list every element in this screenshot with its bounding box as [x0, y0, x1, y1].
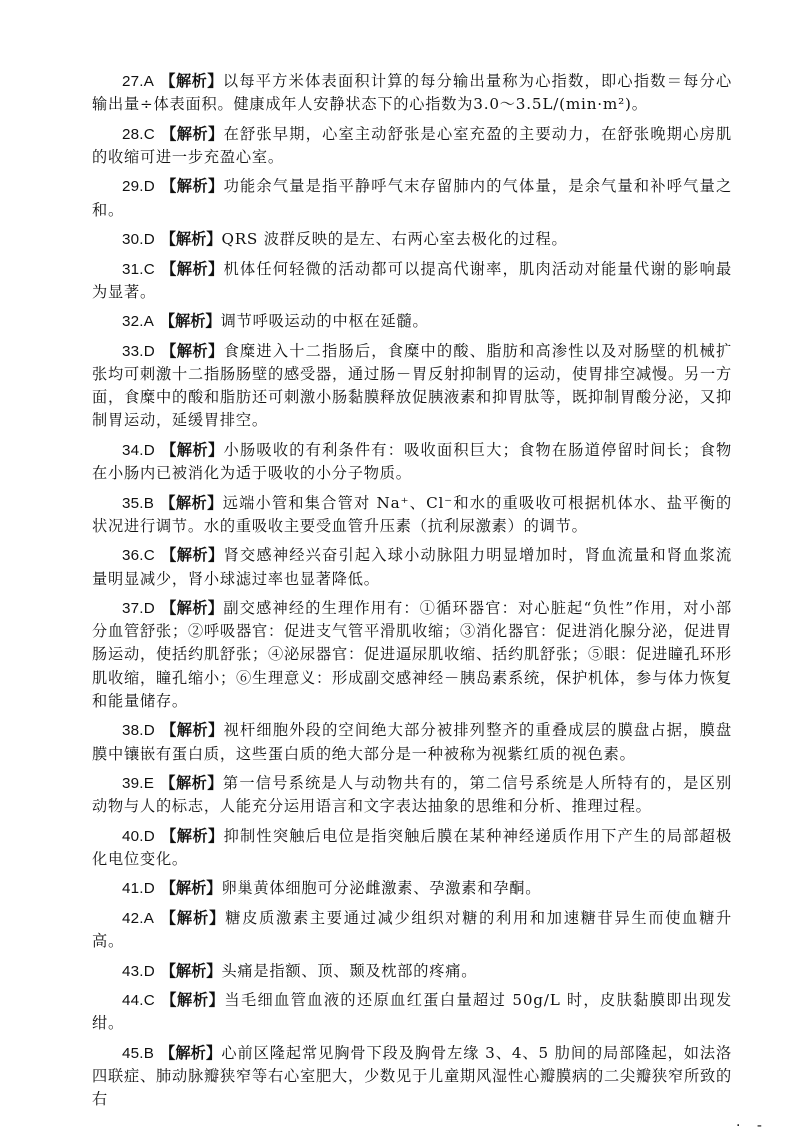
page-corner-mark: · -	[736, 1118, 768, 1134]
explanation-text: 视杆细胞外段的空间绝大部分被排列整齐的重叠成层的膜盘占据，膜盘膜中镶嵌有蛋白质，这些蛋白质的绝大部分是一种被称为视紫红质的视色素。	[92, 721, 732, 763]
analysis-tag: 【解析】	[160, 826, 224, 845]
analysis-tag: 【解析】	[159, 908, 226, 927]
answer-explanations	[92, 70, 732, 1118]
analysis-tag: 【解析】	[160, 961, 222, 980]
explanation-text: 肾交感神经兴奋引起入球小动脉阻力明显增加时，肾血流量和肾血浆流量明显减少，肾小球滤过率也显著降低。	[92, 546, 732, 588]
list-item: 36.C 【解析】肾交感神经兴奋引起入球小动脉阻力明显增加时，肾血流量和肾血浆流量明显减少，肾小球滤过率也显著降低。	[92, 546, 732, 588]
list-item: 45.B 【解析】心前区隆起常见胸骨下段及胸骨左缘 3、4、5 肋间的局部隆起，如法洛四联症、肺动脉瓣狭窄等右心室肥大，少数见于儿童期风湿性心瓣膜病的二尖瓣狭窄所致的右	[92, 1043, 733, 1109]
explanation-text: 调节呼吸运动的中枢在延髓。	[220, 312, 429, 331]
list-item: 33.D 【解析】食糜进入十二指肠后，食糜中的酸、脂肪和高渗性以及对肠壁的机械扩张均可刺激十二指肠肠壁的感受器，通过肠－胃反射抑制胃的运动，使胃排空减慢。另一方面，食糜中的酸和脂肪还可刺激小肠黏膜释放促胰液素和抑胃肽等，既抑制胃酸分泌，又抑制胃运动，延缓胃排空。	[92, 341, 732, 430]
analysis-tag: 【解析】	[159, 493, 223, 512]
explanation-text: 食糜进入十二指肠后，食糜中的酸、脂肪和高渗性以及对肠壁的机械扩张均可刺激十二指肠肠壁的感受器，通过肠－胃反射抑制胃的运动，使胃排空减慢。另一方面，食糜中的酸和脂肪还可刺激小肠黏膜释放促胰液素和抑胃肽等，既抑制胃酸分泌，又抑制胃运动，延缓胃排空。	[92, 341, 732, 430]
list-item: 37.D 【解析】副交感神经的生理作用有：①循环器官：对心脏起“负性”作用，对小部分血管舒张；②呼吸器官：促进支气管平滑肌收缩；③消化器官：促进消化腺分泌，促进胃肠运动，使括约肌舒张；④泌尿器官：促进逼尿肌收缩、括约肌舒张；⑤眼：促进瞳孔环形肌收缩，瞳孔缩小；⑥生理意义：形成副交感神经－胰岛素系统，保护机体，参与体力恢复和能量储存。	[92, 599, 732, 710]
explanation-text: 抑制性突触后电位是指突触后膜在某种神经递质作用下产生的局部超极化电位变化。	[92, 826, 732, 868]
analysis-tag: 【解析】	[160, 440, 224, 459]
explanation-text: 远端小管和集合管对 Na⁺、Cl⁻和水的重吸收可根据机体水、盐平衡的状况进行调节。水的重吸收主要受血管升压素（抗利尿激素）的调节。	[92, 493, 732, 535]
list-item: 34.D 【解析】小肠吸收的有利条件有：吸收面积巨大；食物在肠道停留时间长；食物在小肠内已被消化为适于吸收的小分子物质。	[92, 440, 732, 483]
list-item: 29.D 【解析】功能余气量是指平静呼气末存留肺内的气体量，是余气量和补呼气量之和。	[92, 177, 732, 219]
explanation-text: 第一信号系统是人与动物共有的，第二信号系统是人所特有的，是区别动物与人的标志，人能充分运用语言和文字表达抽象的思维和分析、推理过程。	[92, 774, 733, 816]
analysis-tag: 【解析】	[160, 177, 224, 196]
analysis-tag: 【解析】	[160, 546, 224, 565]
analysis-tag: 【解析】	[159, 774, 223, 793]
explanation-text: 功能余气量是指平静呼气末存留肺内的气体量，是余气量和补呼气量之和。	[92, 177, 732, 219]
analysis-tag: 【解析】	[160, 721, 224, 740]
analysis-tag: 【解析】	[160, 599, 224, 618]
analysis-tag: 【解析】	[160, 259, 224, 278]
analysis-tag: 【解析】	[159, 1043, 222, 1062]
explanation-text: QRS 波群反映的是左、右两心室去极化的过程。	[221, 230, 568, 249]
analysis-tag: 【解析】	[159, 72, 223, 90]
explanation-text: 当毛细血管血液的还原血红蛋白量超过 50g/L 时，皮肤黏膜即出现发绀。	[92, 991, 733, 1033]
list-item: 41.D 【解析】卵巢黄体细胞可分泌雌激素、孕激素和孕酮。	[122, 879, 542, 898]
analysis-tag: 【解析】	[160, 124, 224, 143]
analysis-tag: 【解析】	[160, 230, 222, 249]
analysis-tag: 【解析】	[160, 991, 225, 1010]
list-item: 44.C 【解析】当毛细血管血液的还原血红蛋白量超过 50g/L 时，皮肤黏膜即出现发绀。	[92, 991, 733, 1033]
list-item: 38.D 【解析】视杆细胞外段的空间绝大部分被排列整齐的重叠成层的膜盘占据，膜盘膜中镶嵌有蛋白质，这些蛋白质的绝大部分是一种被称为视紫红质的视色素。	[92, 721, 732, 763]
list-item: 32.A 【解析】调节呼吸运动的中枢在延髓。	[122, 312, 429, 331]
explanation-text: 副交感神经的生理作用有：①循环器官：对心脏起“负性”作用，对小部分血管舒张；②呼吸器官：促进支气管平滑肌收缩；③消化器官：促进消化腺分泌，促进胃肠运动，使括约肌舒张；④泌尿器官：促进逼尿肌收缩、括约肌舒张；⑤眼：促进瞳孔环形肌收缩，瞳孔缩小；⑥生理意义：形成副交感神经－胰岛素系统，保护机体，参与体力恢复和能量储存。	[92, 599, 732, 710]
list-item: 39.E 【解析】第一信号系统是人与动物共有的，第二信号系统是人所特有的，是区别动物与人的标志，人能充分运用语言和文字表达抽象的思维和分析、推理过程。	[92, 774, 733, 816]
explanation-text: 糖皮质激素主要通过减少组织对糖的利用和加速糖苷异生而使血糖升高。	[92, 908, 733, 951]
list-item: 40.D 【解析】抑制性突触后电位是指突触后膜在某种神经递质作用下产生的局部超极化电位变化。	[92, 826, 732, 868]
analysis-tag: 【解析】	[160, 879, 222, 898]
list-item: 30.D 【解析】QRS 波群反映的是左、右两心室去极化的过程。	[122, 230, 568, 249]
list-item: 28.C 【解析】在舒张早期，心室主动舒张是心室充盈的主要动力，在舒张晚期心房肌的收缩可进一步充盈心室。	[92, 124, 732, 166]
explanation-text: 小肠吸收的有利条件有：吸收面积巨大；食物在肠道停留时间长；食物在小肠内已被消化为适于吸收的小分子物质。	[92, 440, 732, 483]
analysis-tag: 【解析】	[160, 341, 224, 360]
list-item: 42.A 【解析】糖皮质激素主要通过减少组织对糖的利用和加速糖苷异生而使血糖升高。	[92, 908, 733, 951]
analysis-tag: 【解析】	[159, 312, 221, 331]
explanation-text: 机体任何轻微的活动都可以提高代谢率，肌肉活动对能量代谢的影响最为显著。	[92, 259, 732, 301]
explanation-text: 以每平方米体表面积计算的每分输出量称为心指数，即心指数＝每分心输出量÷体表面积。健康成年人安静状态下的心指数为3.0～3.5L/(min·m²)。	[92, 72, 733, 114]
explanation-text: 心前区隆起常见胸骨下段及胸骨左缘 3、4、5 肋间的局部隆起，如法洛四联症、肺动脉瓣狭窄等右心室肥大，少数见于儿童期风湿性心瓣膜病的二尖瓣狭窄所致的右	[92, 1043, 733, 1109]
list-item: 27.A 【解析】以每平方米体表面积计算的每分输出量称为心指数，即心指数＝每分心输出量÷体表面积。健康成年人安静状态下的心指数为3.0～3.5L/(min·m²)。	[92, 72, 733, 114]
explanation-text: 在舒张早期，心室主动舒张是心室充盈的主要动力，在舒张晚期心房肌的收缩可进一步充盈心室。	[92, 124, 732, 166]
list-item: 35.B 【解析】远端小管和集合管对 Na⁺、Cl⁻和水的重吸收可根据机体水、盐平衡的状况进行调节。水的重吸收主要受血管升压素（抗利尿激素）的调节。	[92, 493, 732, 535]
explanation-text: 卵巢黄体细胞可分泌雌激素、孕激素和孕酮。	[221, 879, 542, 898]
explanation-text: 头痛是指额、顶、颞及枕部的疼痛。	[221, 961, 478, 980]
list-item: 31.C 【解析】机体任何轻微的活动都可以提高代谢率，肌肉活动对能量代谢的影响最为显著。	[92, 259, 732, 301]
list-item: 43.D 【解析】头痛是指额、顶、颞及枕部的疼痛。	[122, 961, 478, 980]
